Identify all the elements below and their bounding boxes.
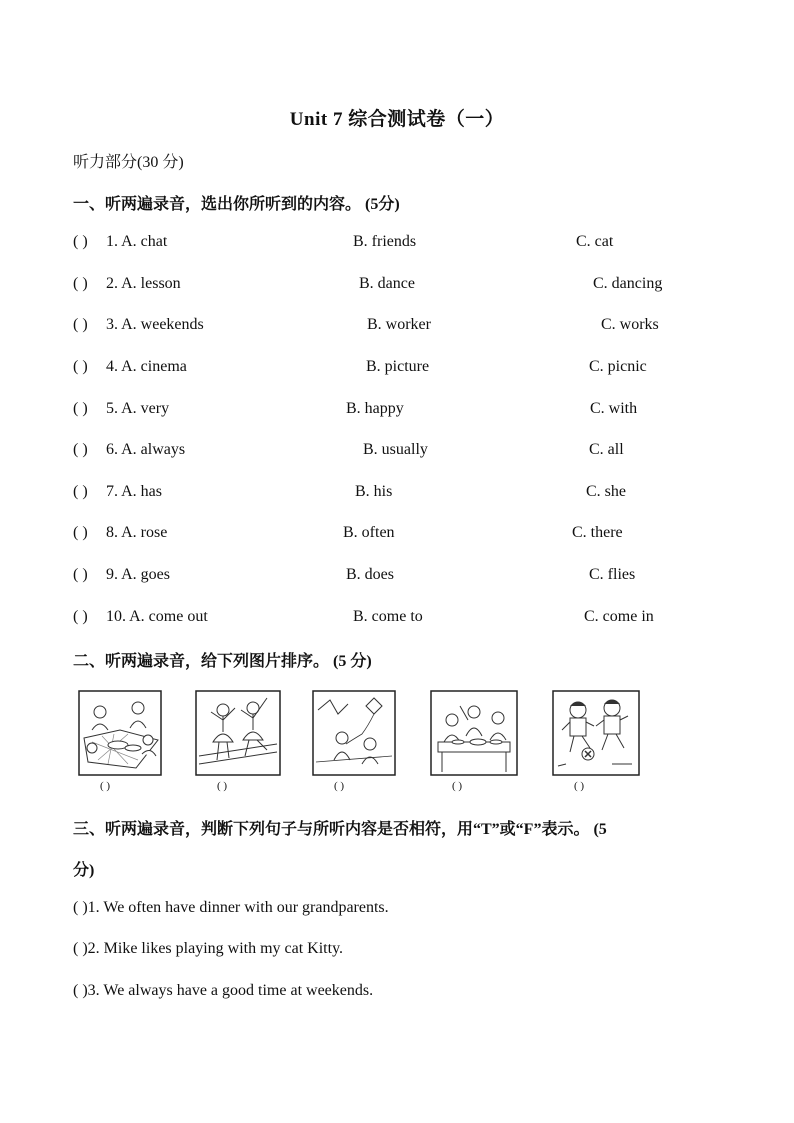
picture-answer-blank[interactable]: ( ) <box>334 780 345 792</box>
answer-blank[interactable]: ( ) <box>73 400 88 417</box>
option-c: C. works <box>601 316 659 333</box>
option-a: 4. A. cinema <box>106 358 187 375</box>
option-b: B. dance <box>359 275 415 292</box>
option-b: B. picture <box>366 358 430 375</box>
question-row <box>73 608 733 630</box>
tf-statement: 3. We always have a good time at weekends. <box>87 982 374 999</box>
question-row <box>73 483 733 505</box>
option-c: C. flies <box>589 566 636 583</box>
question-row <box>73 316 733 338</box>
family-dinner-picture <box>430 690 518 792</box>
option-a: 7. A. has <box>106 483 162 500</box>
answer-blank[interactable]: ( ) <box>73 316 88 333</box>
kite-flying-picture <box>312 690 396 792</box>
question-row <box>73 566 733 588</box>
section3-heading: 三、听两遍录音，判断下列句子与所听内容是否相符，用“T”或“F”表示。 (5 <box>73 821 607 838</box>
option-b: B. his <box>355 483 393 500</box>
football-picture <box>552 690 640 792</box>
answer-blank[interactable]: ( ) <box>73 358 88 375</box>
question-row <box>73 275 733 297</box>
picnic-picture <box>78 690 162 792</box>
section1-heading: 一、听两遍录音，选出你所听到的内容。 (5分) <box>73 196 400 213</box>
picture-answer-blank[interactable]: ( ) <box>452 780 463 792</box>
option-b: B. does <box>346 566 394 583</box>
question-row <box>73 400 733 422</box>
answer-blank[interactable]: ( ) <box>73 441 88 458</box>
question-row <box>73 358 733 380</box>
option-a: 9. A. goes <box>106 566 170 583</box>
answer-blank[interactable]: ( ) <box>73 233 88 250</box>
option-c: C. she <box>586 483 626 500</box>
option-b: B. come to <box>353 608 423 625</box>
answer-blank[interactable]: ( ) <box>73 483 88 500</box>
picture-answer-blank[interactable]: ( ) <box>100 780 111 792</box>
tf-statement: 2. Mike likes playing with my cat Kitty. <box>87 940 344 957</box>
tf-question-row <box>73 982 373 1000</box>
option-a: 5. A. very <box>106 400 170 417</box>
tf-question-row <box>73 940 343 958</box>
question-row <box>73 441 733 463</box>
answer-blank[interactable]: ( ) <box>73 940 88 957</box>
picture-row <box>78 690 678 800</box>
answer-blank[interactable]: ( ) <box>73 524 88 541</box>
section3-heading-cont: 分) <box>73 862 95 879</box>
option-a: 1. A. chat <box>106 233 168 250</box>
option-c: C. come in <box>584 608 654 625</box>
dancing-picture <box>195 690 281 792</box>
option-c: C. all <box>589 441 624 458</box>
option-c: C. cat <box>576 233 614 250</box>
answer-blank[interactable]: ( ) <box>73 982 88 999</box>
option-b: B. usually <box>363 441 428 458</box>
option-c: C. there <box>572 524 623 541</box>
option-c: C. with <box>590 400 638 417</box>
option-c: C. dancing <box>593 275 663 292</box>
listening-part-label: 听力部分(30 分) <box>73 154 184 171</box>
answer-blank[interactable]: ( ) <box>73 566 88 583</box>
question-row <box>73 524 733 546</box>
page-title: Unit 7 综合测试卷（一） <box>289 109 505 130</box>
tf-question-row <box>73 899 389 917</box>
tf-statement: 1. We often have dinner with our grandparents. <box>87 899 389 916</box>
option-a: 3. A. weekends <box>106 316 204 333</box>
picture-answer-blank[interactable]: ( ) <box>574 780 585 792</box>
option-b: B. friends <box>353 233 417 250</box>
option-a: 10. A. come out <box>106 608 208 625</box>
answer-blank[interactable]: ( ) <box>73 275 88 292</box>
option-a: 8. A. rose <box>106 524 168 541</box>
answer-blank[interactable]: ( ) <box>73 608 88 625</box>
option-b: B. happy <box>346 400 404 417</box>
option-b: B. worker <box>367 316 431 333</box>
option-b: B. often <box>343 524 395 541</box>
option-c: C. picnic <box>589 358 647 375</box>
question-row <box>73 233 733 255</box>
answer-blank[interactable]: ( ) <box>73 899 88 916</box>
option-a: 6. A. always <box>106 441 186 458</box>
picture-answer-blank[interactable]: ( ) <box>217 780 228 792</box>
option-a: 2. A. lesson <box>106 275 181 292</box>
section2-heading: 二、听两遍录音，给下列图片排序。 (5 分) <box>73 653 372 670</box>
